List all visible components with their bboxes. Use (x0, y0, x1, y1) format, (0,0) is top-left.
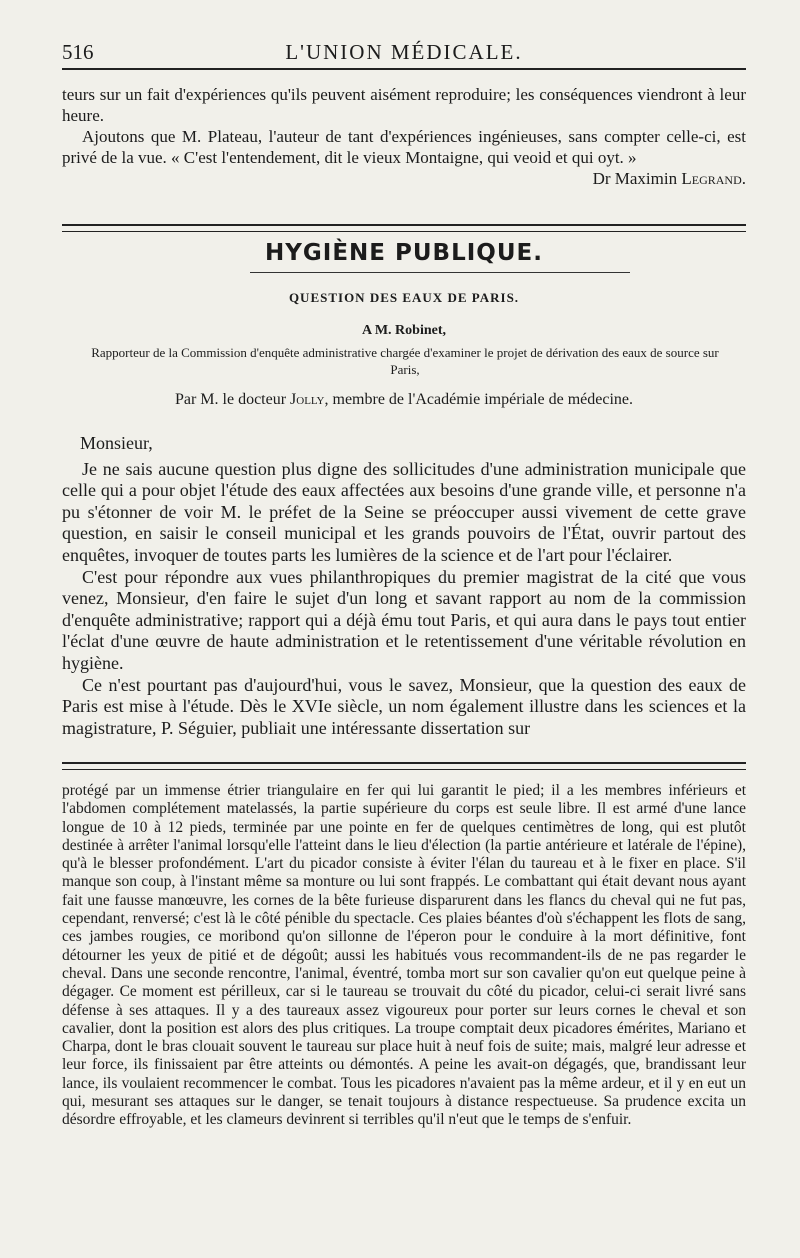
letter-paragraph: C'est pour répondre aux vues philanthropiques du premier magistrat de la cité que vous venez, Monsieur, d'en faire le sujet d'un long et savant rapport au nom de la commission d'enquête administrative; rapport qui a déjà ému tout Paris, et qui aura dans le pays tout entier l'éclat d'une œuvre de haute administration et le retentissement d'une véritable révolution en hygiène. (62, 566, 746, 673)
letter-body (62, 433, 746, 739)
previous-article (62, 84, 746, 189)
letter-paragraph: Je ne sais aucune question plus digne des sollicitudes d'une administration municipale que celle qui a pour objet l'étude des eaux affectées aux besoins d'une grande ville, et personne n'a pu s'étonner de voir M. le préfet de la Seine se préoccuper aussi vivement de cette grave question, en saisir le conseil municipal et les grands pouvoirs de l'État, ouvrir partout des enquêtes, invoquer de toutes parts les lumières de la science et de l'art pour l'éclairer. (62, 458, 746, 565)
header-rule (62, 68, 746, 70)
author-prefix: Par M. le docteur (174, 391, 287, 408)
section-title: HYGIÈNE PUBLIQUE. (265, 240, 543, 266)
feuilleton-paragraph: protégé par un immense étrier triangulaire en fer qui lui garantit le pied; il a les membres inférieurs et l'abdomen complétement matelassés, la partie supérieure du corps est seule libre. Il est armé d'une lance longue de 10 à 12 pieds, terminée par une pointe en fer de quelques centimètres de long, qui est plutôt destinée à arrêter l'animal lorsqu'elle l'atteint dans le lieu d'élection (la partie antérieure et latérale de l'épine), qu'à le blesser profondément. L'art du picador consiste à éviter l'élan du taureau et à le fixer en place. S'il manque son coup, à l'instant même sa monture ou lui sont frappés. Le combattant qui était devant nous ayant fait une fausse manœuvre, les cornes de la bête furieuse disparurent dans les flancs du cheval qui ne fut pas, cependant, renversé; c'est là le côté pénible du spectacle. Ces plaies béantes d'où s'échappent les flots de sang, ces jambes rougies, ce moribond qu'on sillonne de l'éperon pour le conduire à la mort définitive, font détourner les yeux de pitié et de dégoût; aussi les habitués vous recommandent-ils de ne pas regarder le cheval. Dans une seconde rencontre, l'animal, éventré, tomba mort sur son cavalier qu'on eut quelque peine à dégager. Ce moment est périlleux, car si le taureau se trouvait du côté du picador, celui-ci serait livré sans défense à ses attaques. Il y a des taureaux assez vigoureux pour porter sur leurs cornes le cheval et son cavalier, dont la position est alors des plus critiques. La troupe comptait deux picadores émérites, Mariano et Charpa, dont le bras clouait souvent le taureau sur place huit à neuf fois de suite; mais, malgré leur adresse et leur force, ils finissaient par être atteints ou démontés. A peine les avait-on dégagés, que, brandissant leur lance, ils voulaient recommencer le combat. Tous les picadores n'avaient pas la même ardeur, et il y en eut un qui, mesurant ses attaques sur le danger, se tenait toujours à distance respectueuse. Sa prudence excita un désordre effroyable, et les clameurs devinrent si terribles qu'il n'eut que le temps de s'enfuir. (62, 782, 746, 1129)
page-header (62, 40, 746, 70)
signature-name: Legrand. (681, 169, 746, 188)
title-underline (250, 272, 630, 273)
previous-article-paragraph: teurs sur un fait d'expériences qu'ils peuvent aisément reproduire; les conséquences viendront à leur heure. (62, 85, 746, 125)
feuilleton-divider (62, 762, 746, 770)
salutation: Monsieur, (80, 433, 153, 453)
feuilleton (62, 782, 746, 1130)
author-name: Jolly, (290, 391, 329, 408)
letter-paragraph: Ce n'est pourtant pas d'aujourd'hui, vous le savez, Monsieur, que la question des eaux de Paris est mise à l'étude. Dès le XVIe siècle, un nom également illustre dans les sciences et la magistrature, P. Séguier, publiait une intéressante dissertation sur (62, 674, 746, 738)
section-divider (62, 224, 746, 232)
addressee: A M. Robinet, (362, 323, 446, 338)
author-suffix: membre de l'Académie impériale de médecine. (332, 391, 634, 408)
running-head: L'UNION MÉDICALE. (285, 40, 523, 64)
addressee-role: Rapporteur de la Commission d'enquête administrative chargée d'examiner le projet de dérivation des eaux de source sur Paris, (91, 345, 719, 377)
signature (62, 168, 746, 189)
signature-prefix: Dr Maximin (592, 169, 678, 188)
previous-article-paragraph: Ajoutons que M. Plateau, l'auteur de tant d'expériences ingénieuses, sans compter celle-ci, est privé de la vue. « C'est l'entendement, dit le vieux Montaigne, qui veoid et qui oyt. » (62, 127, 746, 167)
page-number: 516 (62, 40, 94, 64)
author-line (62, 391, 746, 409)
section-subtitle: QUESTION DES EAUX DE PARIS. (288, 290, 520, 305)
